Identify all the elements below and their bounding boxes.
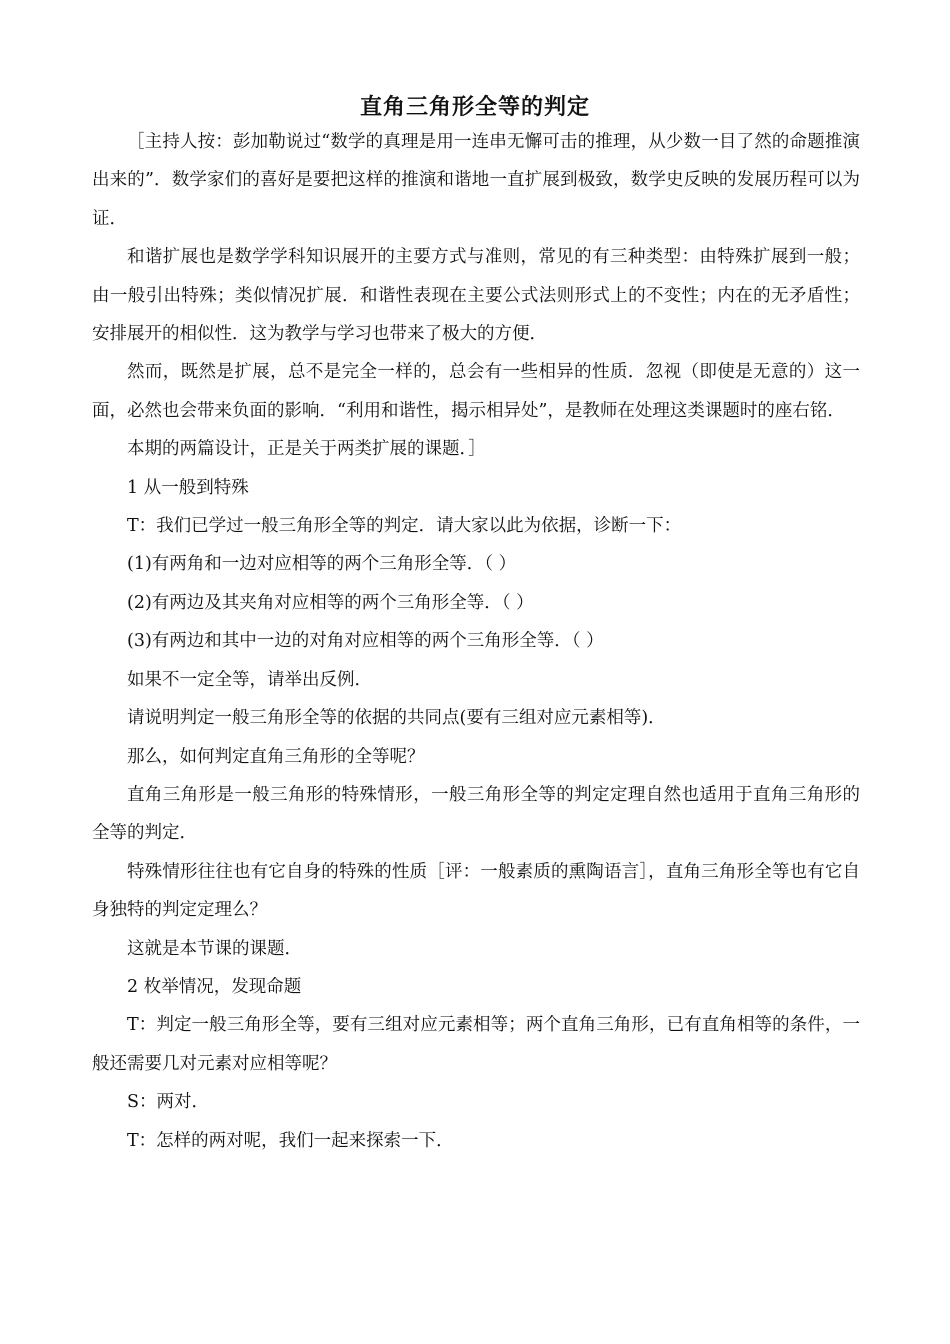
- paragraph: 本期的两篇设计，正是关于两类扩展的课题．］: [127, 439, 486, 460]
- paragraph: 请说明判定一般三角形全等的依据的共同点(要有三组对应元素相等)．: [127, 708, 666, 729]
- list-item: (2)有两边及其夹角对应相等的两个三角形全等．（ ）: [127, 592, 534, 613]
- paragraph: 和谐扩展也是数学学科知识展开的主要方式与准则，常见的有三种类型：由特殊扩展到一般；由一般引出特殊；类似情况扩展．和谐性表现在主要公式法则形式上的不变性；内在的无矛盾性；安排展开的相似性．这为教学与学习也带来了极大的方便．: [92, 247, 860, 345]
- paragraph: 如果不一定全等，请举出反例．: [127, 669, 372, 690]
- list-item: (1)有两角和一边对应相等的两个三角形全等．（ ）: [127, 554, 517, 575]
- document-title: 直角三角形全等的判定: [359, 95, 590, 120]
- paragraph: T：我们已学过一般三角形全等的判定．请大家以此为依据，诊断一下：: [127, 516, 682, 537]
- paragraph: S：两对．: [127, 1092, 209, 1113]
- paragraph: ［主持人按：彭加勒说过“数学的真理是用一连串无懈可击的推理，从少数一目了然的命题推演出来的”．数学家们的喜好是要把这样的推演和谐地一直扩展到极致，数学史反映的发展历程可以为证．: [92, 132, 860, 229]
- paragraph: 直角三角形是一般三角形的特殊情形，一般三角形全等的判定定理自然也适用于直角三角形的全等的判定．: [92, 784, 860, 844]
- paragraph: T：怎样的两对呢，我们一起来探索一下．: [127, 1130, 454, 1151]
- paragraph: T：判定一般三角形全等，要有三组对应元素相等；两个直角三角形，已有直角相等的条件，一般还需要几对元素对应相等呢？: [92, 1015, 860, 1074]
- section-heading: 1 从一般到特殊: [127, 477, 249, 498]
- paragraph: 特殊情形往往也有它自身的特殊的性质［评：一般素质的熏陶语言］，直角三角形全等也有它自身独特的判定定理么？: [92, 861, 860, 921]
- section-heading: 2 枚举情况，发现命题: [127, 976, 302, 997]
- document-body: [92, 123, 860, 1160]
- paragraph: 然而，既然是扩展，总不是完全一样的，总会有一些相异的性质．忽视（即使是无意的）这一面，必然也会带来负面的影响．“利用和谐性，揭示相异处”，是教师在处理这类课题时的座右铭．: [92, 362, 860, 421]
- list-item: (3)有两边和其中一边的对角对应相等的两个三角形全等．（ ）: [127, 631, 604, 652]
- paragraph: 这就是本节课的课题．: [127, 938, 302, 959]
- paragraph: 那么，如何判定直角三角形的全等呢？: [127, 746, 425, 767]
